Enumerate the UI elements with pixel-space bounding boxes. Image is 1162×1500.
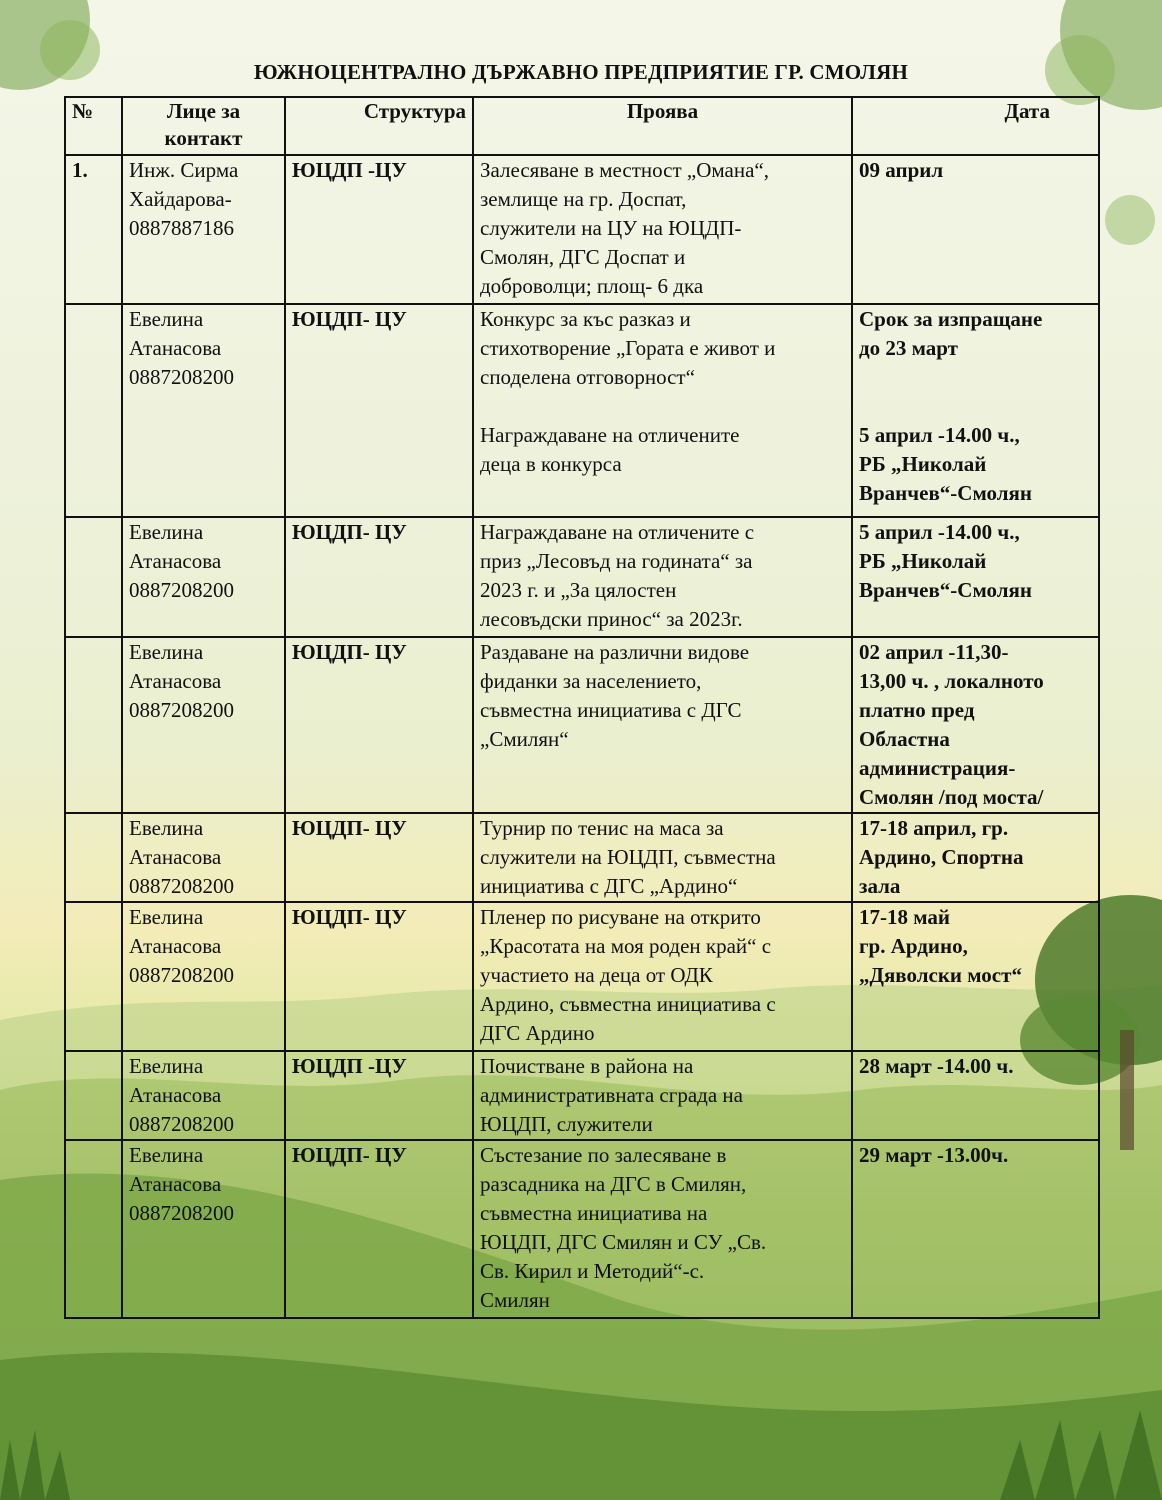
cell-text-line: Конкурс за къс разказ и	[480, 307, 691, 331]
cell-text-line: „Красотата на моя роден край“ с	[480, 934, 772, 958]
structure-text: ЮЦДП -ЦУ	[292, 158, 407, 182]
header-number: №	[65, 97, 122, 155]
cell-text-line: администрация-	[859, 756, 1016, 780]
cell-text-line: „Дяволски мост“	[859, 963, 1022, 987]
cell-text-line: Евелина	[129, 1054, 204, 1078]
cell-date	[852, 517, 1099, 637]
cell-text-line: Турнир по тенис на маса за	[480, 816, 724, 840]
cell-number	[65, 1140, 122, 1318]
cell-text-line: Залесяване в местност „Омана“,	[480, 158, 769, 182]
cell-text-line: Ардино, Спортна	[859, 845, 1024, 869]
table-row	[65, 1140, 1099, 1318]
cell-text-line: фиданки за населението,	[480, 669, 702, 693]
cell-text-line: Награждаване на отличените	[480, 423, 740, 447]
cell-number	[65, 304, 122, 517]
cell-text-line: 09 април	[859, 158, 944, 182]
cell-event	[473, 1051, 852, 1140]
cell-number	[65, 1051, 122, 1140]
cell-text-line: Вранчев“-Смолян	[859, 481, 1032, 505]
cell-date	[852, 902, 1099, 1051]
cell-text-line: 0887887186	[129, 216, 234, 240]
cell-text-line: съвместна инициатива на	[480, 1201, 708, 1225]
cell-text-line: зала	[859, 874, 901, 898]
cell-text-line: Състезание по залесяване в	[480, 1143, 727, 1167]
cell-structure	[285, 902, 473, 1051]
cell-text-line: Смилян	[480, 1288, 550, 1312]
cell-text-line: Смолян /под моста/	[859, 785, 1044, 809]
cell-text-line: Раздаване на различни видове	[480, 640, 750, 664]
cell-text-line: лесовъдски принос“ за 2023г.	[480, 607, 743, 631]
cell-text-line: Евелина	[129, 1143, 204, 1167]
cell-text-line: разсадника на ДГС в Смилян,	[480, 1172, 747, 1196]
cell-date	[852, 637, 1099, 813]
cell-text-line: приз „Лесовъд на годината“ за	[480, 549, 753, 573]
cell-text-line: 0887208200	[129, 1201, 234, 1225]
cell-text-line: административната сграда на	[480, 1083, 743, 1107]
cell-text-line: землище на гр. Доспат,	[480, 187, 687, 211]
cell-text-line: участието на деца от ОДК	[480, 963, 713, 987]
cell-text-line: Св. Кирил и Методий“-с.	[480, 1259, 705, 1283]
cell-text-line: стихотворение „Гората е живот и	[480, 336, 776, 360]
cell-text-line: Хайдарова-	[129, 187, 232, 211]
cell-text-line: 02 април -11,30-	[859, 640, 1009, 664]
cell-text-line: Атанасова	[129, 934, 222, 958]
table-row	[65, 813, 1099, 902]
cell-contact	[122, 637, 285, 813]
cell-contact	[122, 517, 285, 637]
structure-text: ЮЦДП- ЦУ	[292, 520, 407, 544]
cell-event	[473, 637, 852, 813]
cell-text-line: ЮЦДП, служители	[480, 1112, 653, 1136]
cell-text-line: Смолян, ДГС Доспат и	[480, 245, 686, 269]
cell-text-line: Почистване в района на	[480, 1054, 694, 1078]
structure-text: ЮЦДП- ЦУ	[292, 307, 407, 331]
table-row	[65, 637, 1099, 813]
cell-event	[473, 155, 852, 304]
cell-text-line: 0887208200	[129, 365, 234, 389]
cell-event	[473, 517, 852, 637]
structure-text: ЮЦДП- ЦУ	[292, 640, 407, 664]
cell-text-line: Евелина	[129, 307, 204, 331]
events-table	[64, 96, 1100, 1319]
cell-text-line: инициатива с ДГС „Ардино“	[480, 874, 738, 898]
cell-structure	[285, 1140, 473, 1318]
cell-text-line: РБ „Николай	[859, 452, 987, 476]
cell-event	[473, 902, 852, 1051]
cell-number	[65, 902, 122, 1051]
cell-text-line: до 23 март	[859, 336, 959, 360]
cell-contact	[122, 155, 285, 304]
cell-date	[852, 813, 1099, 902]
cell-structure	[285, 155, 473, 304]
cell-text-line: 0887208200	[129, 874, 234, 898]
table-row	[65, 517, 1099, 637]
cell-text-line: Инж. Сирма	[129, 158, 239, 182]
cell-text-line: РБ „Николай	[859, 549, 987, 573]
structure-text: ЮЦДП- ЦУ	[292, 1143, 407, 1167]
cell-text-line: Ардино, съвместна инициатива с	[480, 992, 776, 1016]
cell-text-line: Срок за изпращане	[859, 307, 1043, 331]
cell-contact	[122, 1051, 285, 1140]
row-number: 1.	[72, 158, 88, 182]
cell-text-line: 13,00 ч. , локалното	[859, 669, 1044, 693]
cell-date	[852, 1140, 1099, 1318]
cell-contact	[122, 813, 285, 902]
cell-text-line: 0887208200	[129, 963, 234, 987]
cell-event	[473, 1140, 852, 1318]
cell-text-line: Вранчев“-Смолян	[859, 578, 1032, 602]
header-structure: Структура	[285, 97, 473, 155]
table-row	[65, 1051, 1099, 1140]
cell-text-line: Областна	[859, 727, 950, 751]
cell-structure	[285, 813, 473, 902]
cell-text-line: „Смилян“	[480, 727, 569, 751]
cell-text-line: Евелина	[129, 905, 204, 929]
cell-structure	[285, 304, 473, 517]
cell-structure	[285, 637, 473, 813]
cell-text-line: платно пред	[859, 698, 975, 722]
cell-text-line: служители на ЦУ на ЮЦДП-	[480, 216, 742, 240]
cell-text-line: доброволци; площ- 6 дка	[480, 274, 704, 298]
cell-number	[65, 517, 122, 637]
cell-text-line: 0887208200	[129, 698, 234, 722]
table-row	[65, 155, 1099, 304]
cell-text-line: Атанасова	[129, 1172, 222, 1196]
cell-event	[473, 813, 852, 902]
cell-date	[852, 155, 1099, 304]
structure-text: ЮЦДП- ЦУ	[292, 816, 407, 840]
header-date: Дата	[852, 97, 1099, 155]
structure-text: ЮЦДП- ЦУ	[292, 905, 407, 929]
cell-number	[65, 155, 122, 304]
cell-text-line: ДГС Ардино	[480, 1021, 595, 1045]
cell-date	[852, 1051, 1099, 1140]
cell-structure	[285, 1051, 473, 1140]
cell-contact	[122, 1140, 285, 1318]
cell-text-line: Атанасова	[129, 549, 222, 573]
cell-date	[852, 304, 1099, 517]
cell-text-line: 5 април -14.00 ч.,	[859, 520, 1020, 544]
cell-text-line: 2023 г. и „За цялостен	[480, 578, 677, 602]
cell-number	[65, 813, 122, 902]
cell-text-line: деца в конкурса	[480, 452, 622, 476]
header-event: Проява	[473, 97, 852, 155]
structure-text: ЮЦДП -ЦУ	[292, 1054, 407, 1078]
cell-text-line: Евелина	[129, 520, 204, 544]
cell-text-line: Евелина	[129, 640, 204, 664]
table-header-row	[65, 97, 1099, 155]
cell-text-line: служители на ЮЦДП, съвместна	[480, 845, 776, 869]
cell-text-line: Атанасова	[129, 1083, 222, 1107]
cell-text-line: Атанасова	[129, 669, 222, 693]
tree-trunk-right	[1120, 1030, 1134, 1150]
cell-contact	[122, 304, 285, 517]
cell-text-line: Атанасова	[129, 336, 222, 360]
cell-text-line: Пленер по рисуване на открито	[480, 905, 761, 929]
cell-number	[65, 637, 122, 813]
header-contact: Лице за контакт	[122, 97, 285, 155]
cell-contact	[122, 902, 285, 1051]
page-title: ЮЖНОЦЕНТРАЛНО ДЪРЖАВНО ПРЕДПРИЯТИЕ ГР. СМОЛЯН	[254, 60, 908, 84]
table-row	[65, 902, 1099, 1051]
cell-structure	[285, 517, 473, 637]
cell-text-line: Евелина	[129, 816, 204, 840]
cell-event	[473, 304, 852, 517]
cell-text-line: 5 април -14.00 ч.,	[859, 423, 1020, 447]
cell-text-line: Награждаване на отличените с	[480, 520, 755, 544]
cell-text-line: 29 март -13.00ч.	[859, 1143, 1009, 1167]
cell-text-line: гр. Ардино,	[859, 934, 968, 958]
cell-text-line: 28 март -14.00 ч.	[859, 1054, 1014, 1078]
cell-text-line: 0887208200	[129, 1112, 234, 1136]
cell-text-line: ЮЦДП, ДГС Смилян и СУ „Св.	[480, 1230, 767, 1254]
cell-text-line: 0887208200	[129, 578, 234, 602]
cell-text-line: Атанасова	[129, 845, 222, 869]
table-row	[65, 304, 1099, 517]
cell-text-line: 17-18 април, гр.	[859, 816, 1009, 840]
cell-text-line: 17-18 май	[859, 905, 951, 929]
cell-text-line: споделена отговорност“	[480, 365, 695, 389]
cell-text-line: съвместна инициатива с ДГС	[480, 698, 742, 722]
